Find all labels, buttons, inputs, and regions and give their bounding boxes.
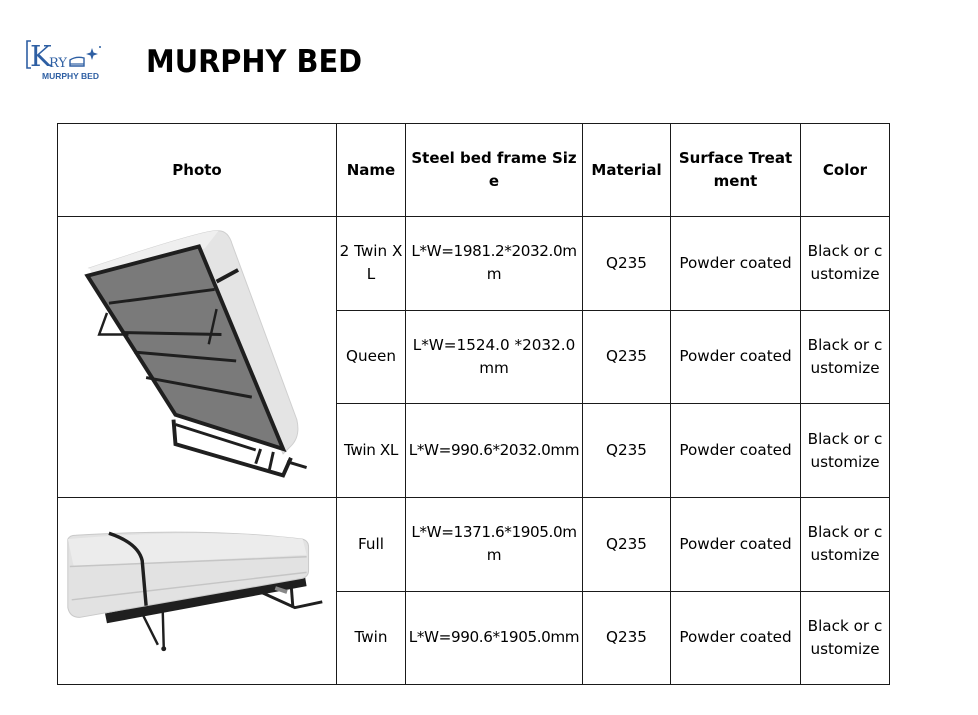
svg-text:K: K <box>30 39 52 73</box>
cell-size: L*W=1981.2*2032.0mm <box>406 217 583 311</box>
cell-material: Q235 <box>583 310 671 404</box>
cell-material: Q235 <box>583 217 671 311</box>
header-surface-treatment: Surface Treatment <box>671 124 801 217</box>
header-material: Material <box>583 124 671 217</box>
cell-size: L*W=1371.6*1905.0mm <box>406 498 583 592</box>
cell-size: L*W=1524.0 *2032.0mm <box>406 310 583 404</box>
cell-size: L*W=990.6*2032.0mm <box>406 404 583 498</box>
cell-size: L*W=990.6*1905.0mm <box>406 591 583 685</box>
table-row <box>58 498 890 592</box>
cell-color: Black or customize <box>801 498 890 592</box>
table-header-row <box>58 124 890 217</box>
cell-material: Q235 <box>583 591 671 685</box>
cell-name: Queen <box>337 310 406 404</box>
photo-cell-folded <box>58 217 337 498</box>
cell-surface: Powder coated <box>671 310 801 404</box>
murphy-bed-open-image <box>60 498 334 684</box>
header-color: Color <box>801 124 890 217</box>
page-title: MURPHY BED <box>146 44 363 80</box>
brand-logo <box>26 38 110 82</box>
header-name: Name <box>337 124 406 217</box>
svg-text:RY: RY <box>49 56 67 71</box>
header-size: Steel bed frame Size <box>406 124 583 217</box>
cell-name: Twin XL <box>337 404 406 498</box>
spec-table <box>57 123 890 685</box>
cell-material: Q235 <box>583 498 671 592</box>
cell-surface: Powder coated <box>671 217 801 311</box>
table-row <box>58 217 890 311</box>
murphy-bed-folded-image <box>60 217 334 497</box>
photo-cell-open <box>58 498 337 685</box>
cell-color: Black or customize <box>801 310 890 404</box>
cell-material: Q235 <box>583 404 671 498</box>
cell-surface: Powder coated <box>671 591 801 685</box>
kry-logo-icon <box>26 38 110 82</box>
cell-color: Black or customize <box>801 217 890 311</box>
cell-color: Black or customize <box>801 591 890 685</box>
cell-name: 2 Twin XL <box>337 217 406 311</box>
cell-surface: Powder coated <box>671 404 801 498</box>
cell-surface: Powder coated <box>671 498 801 592</box>
svg-text:MURPHY BED: MURPHY BED <box>42 71 99 81</box>
cell-name: Full <box>337 498 406 592</box>
cell-color: Black or customize <box>801 404 890 498</box>
cell-name: Twin <box>337 591 406 685</box>
header-photo: Photo <box>58 124 337 217</box>
